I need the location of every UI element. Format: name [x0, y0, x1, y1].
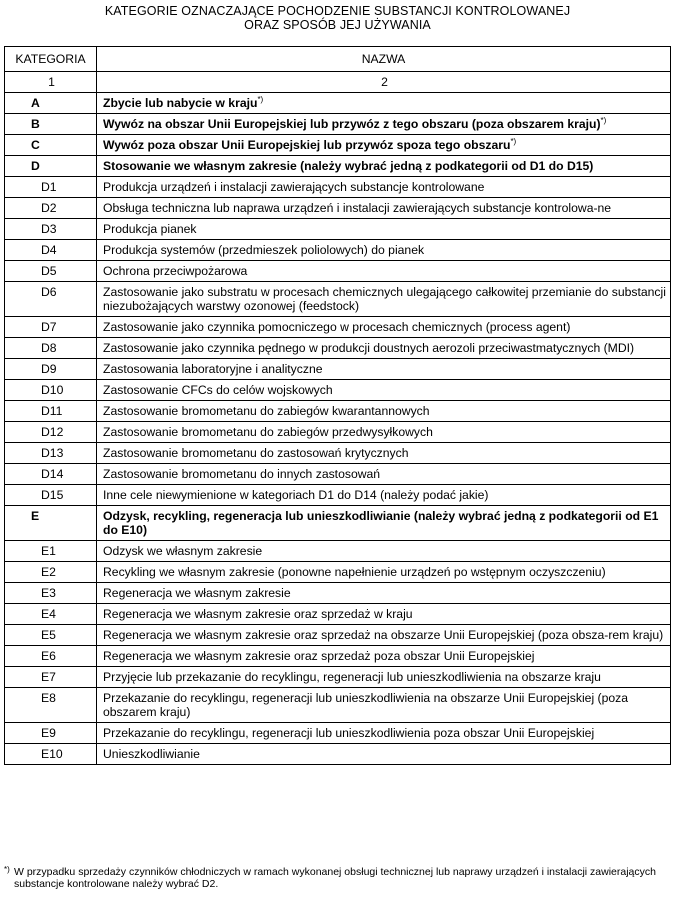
subcategory-row [5, 282, 671, 317]
category-name [97, 240, 671, 261]
category-code: A [5, 93, 97, 114]
subcategory-row [5, 688, 671, 723]
subcategory-row [5, 667, 671, 688]
category-code: B [5, 114, 97, 135]
category-name [97, 485, 671, 506]
category-name-text: Stosowanie we własnym zakresie (należy wybrać jedną z podkategorii od D1 do D15) [103, 159, 594, 173]
subcategory-row [5, 422, 671, 443]
categories-table [4, 46, 671, 765]
category-name [97, 359, 671, 380]
category-name-text: Produkcja systemów (przedmieszek poliolowych) do pianek [103, 243, 425, 257]
subcategory-row [5, 464, 671, 485]
category-name-text: Wywóz poza obszar Unii Europejskiej lub przywóz spoza tego obszaru [103, 138, 511, 152]
category-name-text: Regeneracja we własnym zakresie oraz sprzedaż poza obszar Unii Europejskiej [103, 649, 535, 663]
footnote-reference: *) [510, 136, 517, 146]
category-name-text: Regeneracja we własnym zakresie oraz sprzedaż w kraju [103, 607, 413, 621]
category-name [97, 156, 671, 177]
category-name [97, 135, 671, 156]
category-name-text: Zastosowanie jako substratu w procesach chemicznych ulegającego całkowitej przemianie do substancji niezubożających warstwy ozonowej (feedstock) [103, 285, 666, 313]
header-nazwa: NAZWA [97, 47, 671, 72]
subcategory-row [5, 177, 671, 198]
subcategory-row [5, 401, 671, 422]
category-name-text: Zastosowanie CFCs do celów wojskowych [103, 383, 333, 397]
footnote-reference: *) [600, 115, 607, 125]
header-kategoria: KATEGORIA [5, 47, 97, 72]
category-name [97, 744, 671, 765]
category-name-text: Odzysk we własnym zakresie [103, 544, 263, 558]
subcategory-row [5, 240, 671, 261]
footnote [4, 866, 670, 890]
category-name-text: Unieszkodliwianie [103, 747, 200, 761]
category-name [97, 506, 671, 541]
category-code: D4 [5, 240, 97, 261]
category-name [97, 667, 671, 688]
category-code: E10 [5, 744, 97, 765]
category-name-text: Produkcja urządzeń i instalacji zawierających substancje kontrolowane [103, 180, 485, 194]
category-name [97, 646, 671, 667]
subcategory-row [5, 198, 671, 219]
category-name-text: Produkcja pianek [103, 222, 197, 236]
category-row [5, 156, 671, 177]
title-line-2: ORAZ SPOSÓB JEJ UŻYWANIA [244, 18, 431, 32]
column-number-row [5, 72, 671, 93]
category-name [97, 583, 671, 604]
category-code: D10 [5, 380, 97, 401]
category-name-text: Przekazanie do recyklingu, regeneracji lub unieszkodliwienia poza obszar Unii Europejskiej [103, 726, 595, 740]
category-row [5, 506, 671, 541]
category-code: E6 [5, 646, 97, 667]
category-name [97, 198, 671, 219]
subcategory-row [5, 443, 671, 464]
subcategory-row [5, 646, 671, 667]
footnote-text: W przypadku sprzedaży czynników chłodniczych w ramach wykonanej obsługi technicznej lub naprawy urządzeń i instalacji zawierających substancje kontrolowane należy wybrać D2. [14, 866, 656, 890]
category-name-text: Ochrona przeciwpożarowa [103, 264, 248, 278]
category-code: D8 [5, 338, 97, 359]
subcategory-row [5, 583, 671, 604]
category-name-text: Zastosowanie bromometanu do zastosowań krytycznych [103, 446, 409, 460]
category-code: E5 [5, 625, 97, 646]
footnote-marker: *) [4, 865, 10, 874]
category-code: D7 [5, 317, 97, 338]
category-name-text: Zastosowania laboratoryjne i analityczne [103, 362, 323, 376]
category-name-text: Odzysk, recykling, regeneracja lub unieszkodliwianie (należy wybrać jedną z podkategorii od E1 do E10) [103, 509, 659, 537]
category-name-text: Zastosowanie bromometanu do zabiegów przedwysyłkowych [103, 425, 433, 439]
category-code: D [5, 156, 97, 177]
category-name [97, 688, 671, 723]
subcategory-row [5, 338, 671, 359]
category-name [97, 401, 671, 422]
subcategory-row [5, 723, 671, 744]
category-name-text: Przyjęcie lub przekazanie do recyklingu, regeneracji lub unieszkodliwienia na obszarze kraju [103, 670, 601, 684]
category-name-text: Zastosowanie bromometanu do zabiegów kwarantannowych [103, 404, 430, 418]
category-code: D14 [5, 464, 97, 485]
category-code: E3 [5, 583, 97, 604]
category-name [97, 338, 671, 359]
category-name [97, 562, 671, 583]
category-code: D6 [5, 282, 97, 317]
category-name-text: Zastosowanie bromometanu do innych zastosowań [103, 467, 381, 481]
footnote-reference: *) [257, 94, 264, 104]
category-code: E1 [5, 541, 97, 562]
category-code: E4 [5, 604, 97, 625]
category-name [97, 422, 671, 443]
subcategory-row [5, 541, 671, 562]
subcategory-row [5, 380, 671, 401]
table-header-row [5, 47, 671, 72]
category-name-text: Wywóz na obszar Unii Europejskiej lub przywóz z tego obszaru (poza obszarem kraju) [103, 117, 601, 131]
category-name [97, 317, 671, 338]
category-name [97, 219, 671, 240]
subcategory-row [5, 604, 671, 625]
category-code: D9 [5, 359, 97, 380]
category-row [5, 135, 671, 156]
subcategory-row [5, 359, 671, 380]
category-name [97, 541, 671, 562]
column-number-1: 1 [5, 72, 97, 93]
category-name [97, 625, 671, 646]
category-row [5, 114, 671, 135]
category-code: D13 [5, 443, 97, 464]
subcategory-row [5, 744, 671, 765]
category-name-text: Przekazanie do recyklingu, regeneracji lub unieszkodliwienia na obszarze Unii Europejskiej (poza obszarem kraju) [103, 691, 629, 719]
column-number-2: 2 [97, 72, 671, 93]
subcategory-row [5, 317, 671, 338]
category-code: D3 [5, 219, 97, 240]
category-code: D11 [5, 401, 97, 422]
category-name-text: Zastosowanie jako czynnika pędnego w produkcji doustnych aerozoli przeciwastmatycznych (MDI) [103, 341, 635, 355]
category-name [97, 93, 671, 114]
category-code: C [5, 135, 97, 156]
category-code: D12 [5, 422, 97, 443]
category-name-text: Inne cele niewymienione w kategoriach D1 do D14 (należy podać jakie) [103, 488, 489, 502]
category-name-text: Recykling we własnym zakresie (ponowne napełnienie urządzeń po wstępnym oczyszczeniu) [103, 565, 606, 579]
category-code: E2 [5, 562, 97, 583]
category-name [97, 464, 671, 485]
category-name [97, 723, 671, 744]
category-name [97, 261, 671, 282]
category-name-text: Regeneracja we własnym zakresie [103, 586, 291, 600]
category-name [97, 114, 671, 135]
category-name-text: Zastosowanie jako czynnika pomocniczego w procesach chemicznych (process agent) [103, 320, 571, 334]
category-name [97, 282, 671, 317]
category-name [97, 380, 671, 401]
category-code: D5 [5, 261, 97, 282]
subcategory-row [5, 485, 671, 506]
category-name [97, 177, 671, 198]
category-code: E9 [5, 723, 97, 744]
subcategory-row [5, 219, 671, 240]
category-name [97, 443, 671, 464]
subcategory-row [5, 562, 671, 583]
title-line-1: KATEGORIE OZNACZAJĄCE POCHODZENIE SUBSTANCJI KONTROLOWANEJ [104, 4, 571, 18]
category-name-text: Zbycie lub nabycie w kraju [103, 96, 258, 110]
category-name-text: Obsługa techniczna lub naprawa urządzeń i instalacji zawierających substancje kontrolowa-ne [103, 201, 612, 215]
subcategory-row [5, 261, 671, 282]
category-name [97, 604, 671, 625]
category-code: D15 [5, 485, 97, 506]
document-title [0, 4, 675, 32]
category-name-text: Regeneracja we własnym zakresie oraz sprzedaż na obszarze Unii Europejskiej (poza obsza-rem kraju) [103, 628, 664, 642]
category-code: E8 [5, 688, 97, 723]
subcategory-row [5, 625, 671, 646]
category-code: E7 [5, 667, 97, 688]
category-row [5, 93, 671, 114]
category-code: D2 [5, 198, 97, 219]
category-code: E [5, 506, 97, 541]
category-code: D1 [5, 177, 97, 198]
